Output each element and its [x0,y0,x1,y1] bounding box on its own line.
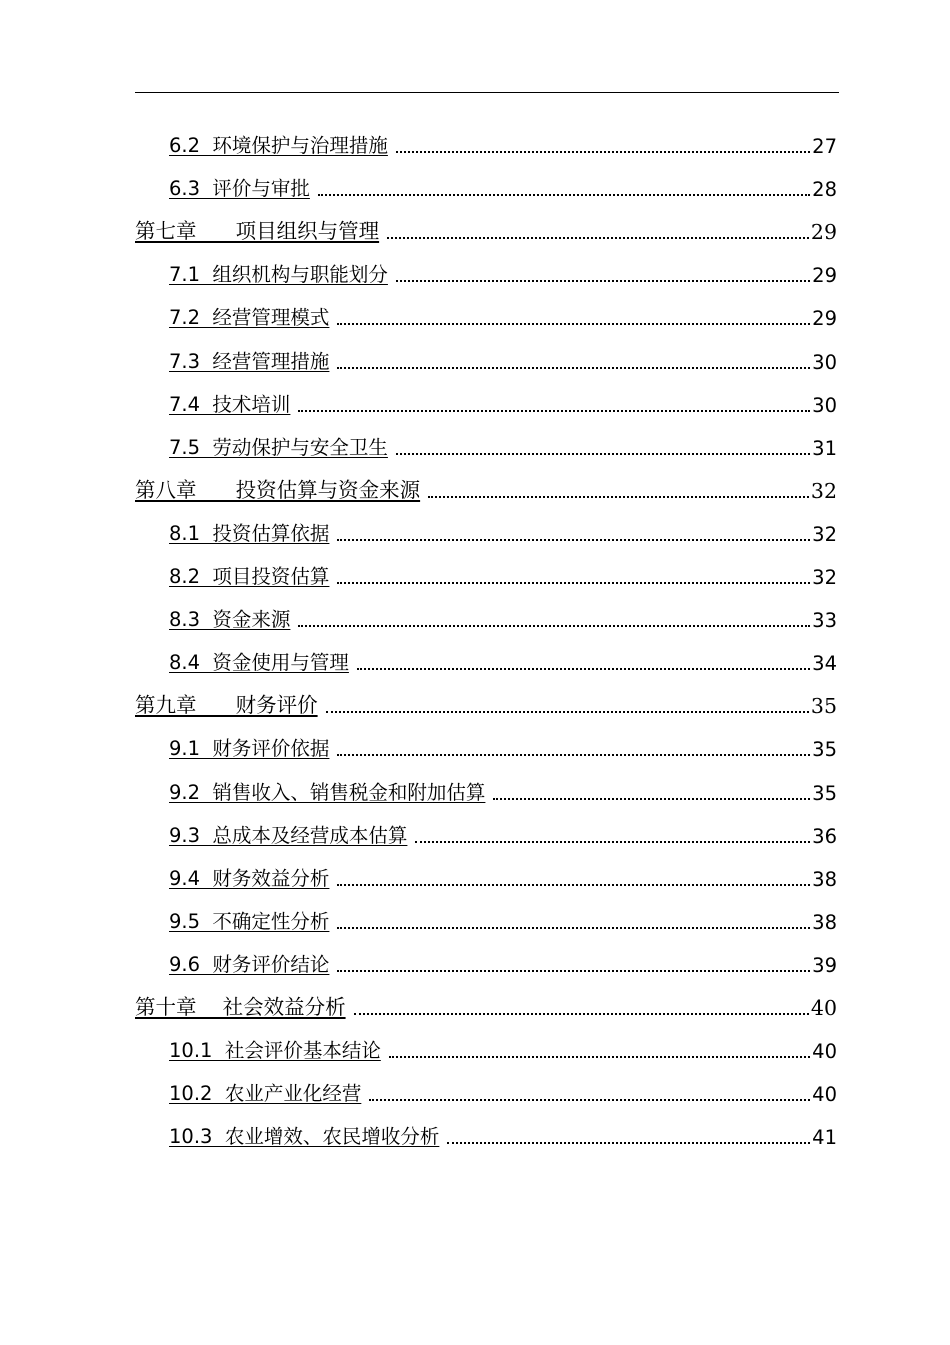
toc-entry-title: 8.4 资金使用与管理 [169,651,349,675]
toc-entry-title: 7.2 经营管理模式 [169,306,330,330]
toc-entry-page-number: 39 [812,953,837,977]
dot-leader [318,194,810,196]
toc-entry-page-number: 40 [810,996,837,1020]
toc-entry[interactable] [169,1115,837,1149]
dot-leader [337,884,810,886]
toc-entry-page-number: 32 [812,522,837,546]
toc-entry-title: 10.3 农业增效、农民增收分析 [169,1125,440,1149]
toc-entry[interactable] [169,814,837,848]
toc-entry-title: 8.1 投资估算依据 [169,521,330,545]
toc-entry-title: 7.5 劳动保护与安全卫生 [169,435,388,459]
toc-entry[interactable] [169,383,837,417]
toc-entry-page-number: 33 [812,609,837,633]
toc-entry-title: 7.4 技术培训 [169,392,291,416]
dot-leader [298,410,810,412]
toc-entry[interactable] [169,943,837,977]
dot-leader [337,970,810,972]
toc-entry[interactable] [135,469,837,503]
dot-leader [428,496,809,498]
toc-entry[interactable] [135,986,837,1020]
toc-entry[interactable] [169,555,837,589]
toc-entry[interactable] [135,210,837,244]
toc-entry-page-number: 38 [812,867,837,891]
toc-entry-title: 第八章 投资估算与资金来源 [135,477,421,502]
toc-entry-title: 9.5 不确定性分析 [169,909,330,933]
toc-entry-page-number: 29 [810,220,837,245]
toc-entry[interactable] [169,1072,837,1106]
dot-leader [337,927,810,929]
dot-leader [396,280,810,282]
dot-leader [337,754,810,756]
toc-entry-page-number: 34 [812,652,837,676]
dot-leader [298,625,810,627]
dot-leader [493,798,810,800]
dot-leader [337,323,810,325]
header-rule [135,92,839,93]
toc-entry[interactable] [169,426,837,460]
toc-entry[interactable] [169,641,837,675]
toc-entry[interactable] [169,124,837,158]
dot-leader [337,367,810,369]
toc-entry-page-number: 40 [812,1083,837,1107]
toc-entry-page-number: 36 [812,824,837,848]
toc-entry-title: 9.3 总成本及经营成本估算 [169,823,408,847]
toc-entry[interactable] [169,167,837,201]
toc-entry[interactable] [169,598,837,632]
toc-entry-title: 第七章 项目组织与管理 [135,219,380,244]
toc-entry-page-number: 29 [812,307,837,331]
toc-entry-page-number: 35 [812,738,837,762]
dot-leader [354,1013,809,1015]
toc-entry[interactable] [169,296,837,330]
toc-entry-title: 9.6 财务评价结论 [169,952,330,976]
toc-entry-page-number: 27 [812,135,837,158]
dot-leader [337,539,810,541]
dot-leader [415,841,810,843]
toc-entry-title: 10.2 农业产业化经营 [169,1082,362,1106]
toc-entry-title: 第九章 财务评价 [135,693,318,718]
toc-entry-page-number: 35 [810,694,837,719]
toc-entry[interactable] [169,512,837,546]
toc-entry-title: 8.3 资金来源 [169,608,291,632]
toc-entry[interactable] [169,1029,837,1063]
toc-entry-page-number: 32 [810,478,837,503]
toc-entry-title: 6.3 评价与审批 [169,177,310,201]
toc-entry-page-number: 30 [812,350,837,374]
toc-entry-page-number: 38 [812,910,837,934]
toc-entry-title: 第十章 社会效益分析 [135,995,346,1019]
toc-entry-page-number: 28 [812,178,837,202]
dot-leader [369,1099,810,1101]
dot-leader [396,453,810,455]
dot-leader [326,711,809,713]
toc-entry-title: 7.1 组织机构与职能划分 [169,263,388,287]
dot-leader [337,582,810,584]
toc-entry[interactable] [169,253,837,287]
toc-entry-title: 8.2 项目投资估算 [169,565,330,588]
toc-entry-title: 9.4 财务效益分析 [169,866,330,890]
toc-entry[interactable] [169,340,837,374]
toc-entry-page-number: 40 [812,1040,837,1064]
dot-leader [396,151,810,153]
toc-entry-page-number: 29 [812,264,837,288]
toc-entry-page-number: 32 [812,566,837,589]
dot-leader [387,237,809,239]
toc-entry-page-number: 31 [812,436,837,460]
toc-entry-title: 10.1 社会评价基本结论 [169,1039,381,1063]
dot-leader [389,1056,810,1058]
toc-entry[interactable] [169,900,837,934]
toc-entry[interactable] [169,857,837,891]
dot-leader [447,1142,810,1144]
toc-entry[interactable] [169,727,837,761]
toc-entry-title: 9.1 财务评价依据 [169,737,330,761]
toc-entry-title: 7.3 经营管理措施 [169,349,330,373]
toc-entry-page-number: 35 [812,781,837,805]
toc-entry-title: 9.2 销售收入、销售税金和附加估算 [169,780,486,804]
toc-entry[interactable] [169,771,837,805]
toc-entry[interactable] [135,684,837,718]
dot-leader [357,668,810,670]
toc-entry-title: 6.2 环境保护与治理措施 [169,134,388,157]
toc-entry-page-number: 41 [812,1126,837,1150]
toc-entry-page-number: 30 [812,393,837,417]
